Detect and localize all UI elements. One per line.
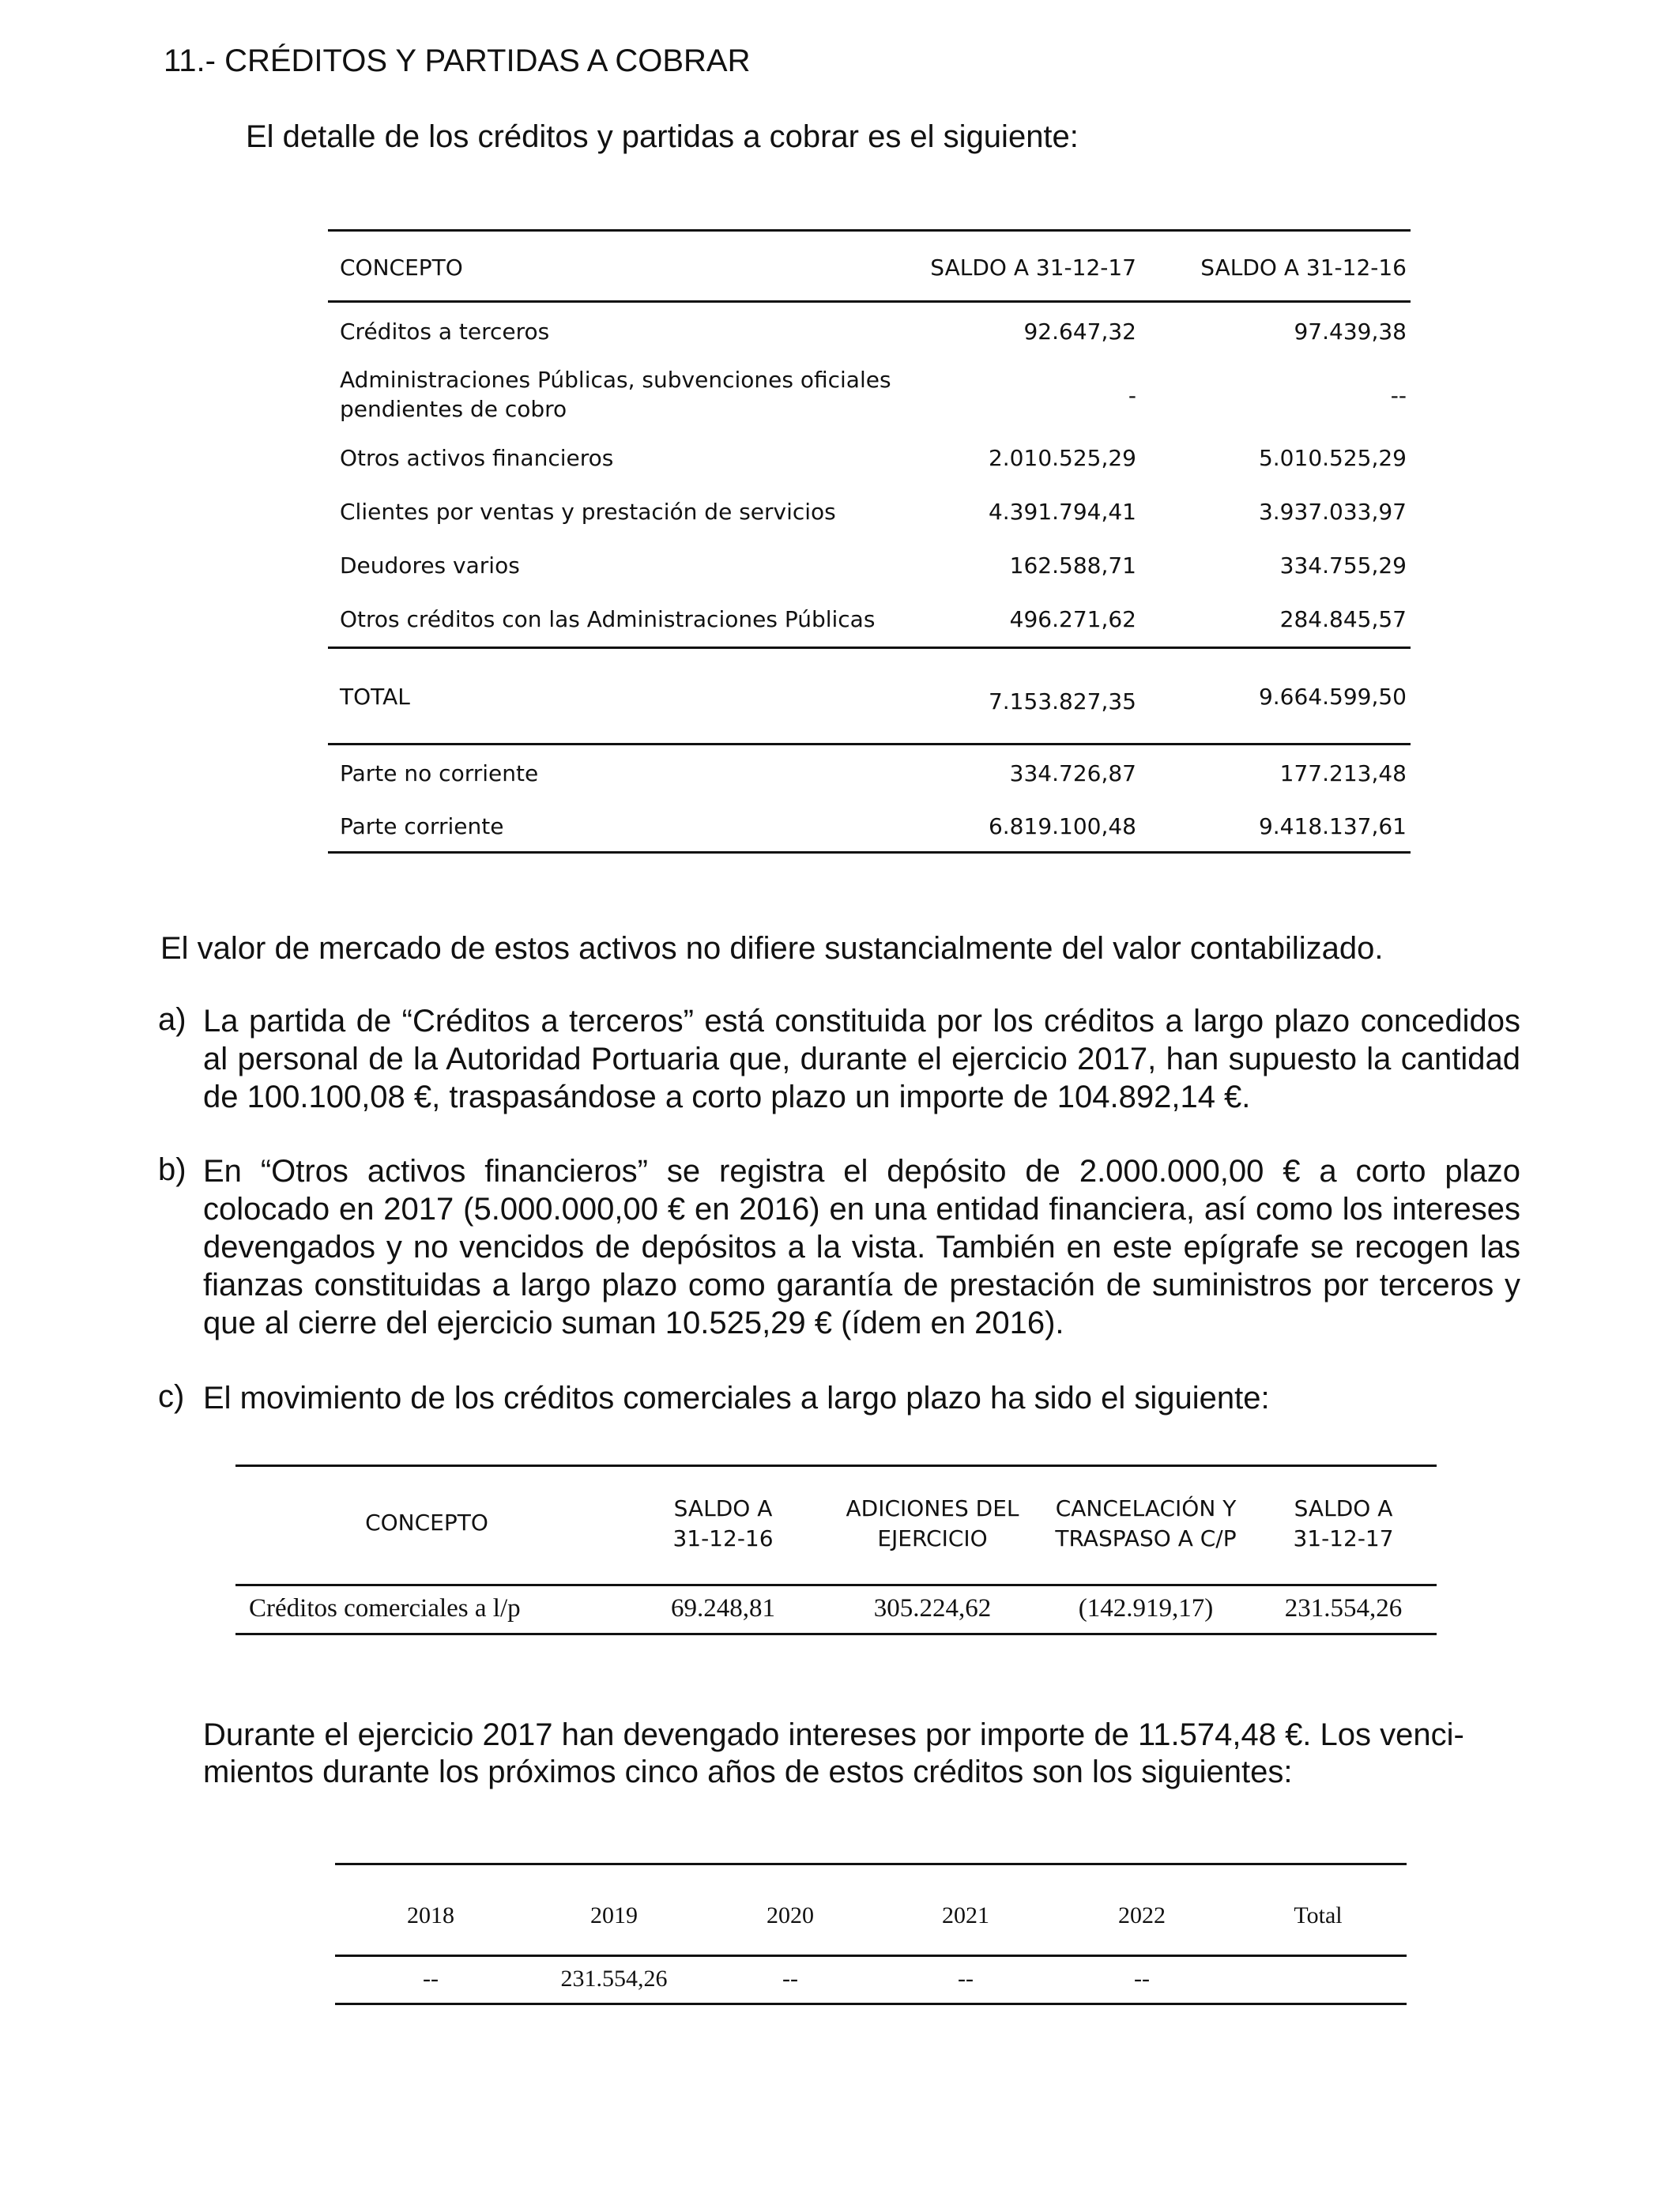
row-value-2017: 92.647,32: [1023, 319, 1136, 345]
row-value-2016: 9.418.137,61: [1258, 813, 1407, 839]
header-adiciones: [830, 1494, 1035, 1554]
item-text: La partida de “Créditos a terceros” está constituida por los créditos a largo plazo concedidos al personal de la Autoridad Portuaria que, durante el ejercicio 2017, han supuesto la cantidad de 100.100,08 €, traspasándose a corto plazo un importe de 104.892,14 €.: [203, 1004, 1520, 1114]
header-cancelacion: [1035, 1494, 1256, 1554]
header-2022: 2022: [1118, 1902, 1166, 1928]
header-total: Total: [1294, 1902, 1343, 1928]
table-rule: [335, 1863, 1407, 1865]
header-concepto: CONCEPTO: [340, 254, 463, 281]
row-value-2017: 2.010.525,29: [988, 445, 1136, 471]
cell-saldo-2016: 69.248,81: [671, 1594, 775, 1623]
header-line: SALDO A: [1294, 1495, 1393, 1521]
header-line: 31-12-16: [672, 1525, 774, 1551]
cell-2019: 231.554,26: [560, 1966, 668, 1992]
row-value-2016: 3.937.033,97: [1258, 499, 1407, 525]
cell-2020: --: [782, 1966, 798, 1992]
row-label: Otros activos financieros: [340, 445, 614, 471]
header-line: 31-12-17: [1293, 1525, 1394, 1551]
item-text: En “Otros activos financieros” se registra el depósito de 2.000.000,00 € a corto plazo colocado en 2017 (5.000.000,00 € en 2016) en una entidad financiera, así como los intereses devengados y no vencidos de depósitos a la vista. También en este epígrafe se recogen las fianzas constituidas a largo plazo como garantía de prestación de suministros por terceros y que al cierre del ejercicio suman 10.525,29 € (ídem en 2016).: [203, 1154, 1520, 1340]
table-rule: [335, 2003, 1407, 2005]
table-rule: [328, 300, 1411, 303]
row-value-2017: 162.588,71: [1009, 552, 1136, 579]
row-value-2016: 177.213,48: [1279, 760, 1407, 786]
row-value-2017: -: [1128, 383, 1136, 409]
table-rule: [328, 229, 1411, 232]
row-label: Parte corriente: [340, 813, 504, 839]
row-value-2016: 284.845,57: [1279, 606, 1407, 632]
cell-2018: --: [423, 1966, 439, 1992]
row-label: Otros créditos con las Administraciones Públicas: [340, 606, 876, 632]
header-saldo-2017: SALDO A 31-12-17: [930, 254, 1136, 281]
header-2021: 2021: [942, 1902, 989, 1928]
row-value-2017: 496.271,62: [1009, 606, 1136, 632]
cell-2021: --: [958, 1966, 974, 1992]
row-label: Créditos a terceros: [340, 319, 550, 345]
item-letter: b): [158, 1152, 186, 1187]
header-2018: 2018: [407, 1902, 454, 1928]
row-label: Créditos comerciales a l/p: [249, 1594, 521, 1623]
header-saldo-2016: SALDO A 31-12-16: [1200, 254, 1407, 281]
row-label: Parte no corriente: [340, 760, 539, 786]
total-label: TOTAL: [340, 684, 410, 710]
row-value-2016: 5.010.525,29: [1258, 445, 1407, 471]
table-rule: [235, 1633, 1437, 1635]
intro-text: El detalle de los créditos y partidas a cobrar es el siguiente:: [246, 119, 1079, 154]
header-concepto: CONCEPTO: [365, 1510, 488, 1536]
total-value-2016: 9.664.599,50: [1258, 684, 1407, 710]
header-saldo-2017: [1264, 1494, 1422, 1554]
market-value-text: El valor de mercado de estos activos no difiere sustancialmente del valor contabilizado.: [160, 931, 1384, 966]
row-value-2017: 334.726,87: [1009, 760, 1136, 786]
table-rule: [335, 1955, 1407, 1957]
item-text: El movimiento de los créditos comerciales a largo plazo ha sido el siguiente:: [203, 1381, 1270, 1416]
row-value-2016: 334.755,29: [1279, 552, 1407, 579]
header-2019: 2019: [590, 1902, 638, 1928]
cell-adiciones: 305.224,62: [873, 1594, 992, 1623]
table-rule: [328, 851, 1411, 854]
header-saldo-2016: [644, 1494, 802, 1554]
table-rule: [328, 743, 1411, 745]
cell-saldo-2017: 231.554,26: [1284, 1594, 1403, 1623]
table-rule: [328, 647, 1411, 649]
row-label: Deudores varios: [340, 552, 520, 579]
table-rule: [235, 1465, 1437, 1467]
row-value-2017: 6.819.100,48: [988, 813, 1136, 839]
interest-text-line1: Durante el ejercicio 2017 han devengado intereses por importe de 11.574,48 €. Los venci-: [203, 1717, 1464, 1752]
row-label: Clientes por ventas y prestación de servicios: [340, 499, 836, 525]
section-heading: 11.- CRÉDITOS Y PARTIDAS A COBRAR: [164, 43, 751, 78]
header-line: SALDO A: [673, 1495, 773, 1521]
header-2020: 2020: [767, 1902, 814, 1928]
header-line: CANCELACIÓN Y: [1055, 1495, 1237, 1521]
item-letter: c): [158, 1379, 185, 1414]
interest-text-line2: mientos durante los próximos cinco años de estos créditos son los siguientes:: [203, 1755, 1293, 1789]
row-label: pendientes de cobro: [340, 396, 567, 422]
row-value-2017: 4.391.794,41: [988, 499, 1136, 525]
row-value-2016: --: [1390, 383, 1407, 409]
row-value-2016: 97.439,38: [1294, 319, 1407, 345]
header-line: ADICIONES DEL: [846, 1495, 1019, 1521]
cell-cancelacion: (142.919,17): [1078, 1594, 1214, 1623]
item-letter: a): [158, 1002, 186, 1037]
cell-2022: --: [1134, 1966, 1150, 1992]
header-line: EJERCICIO: [877, 1525, 988, 1551]
header-line: TRASPASO A C/P: [1055, 1525, 1237, 1551]
total-value-2017: 7.153.827,35: [988, 688, 1136, 714]
row-label: Administraciones Públicas, subvenciones oficiales: [340, 367, 891, 393]
table-rule: [235, 1584, 1437, 1586]
